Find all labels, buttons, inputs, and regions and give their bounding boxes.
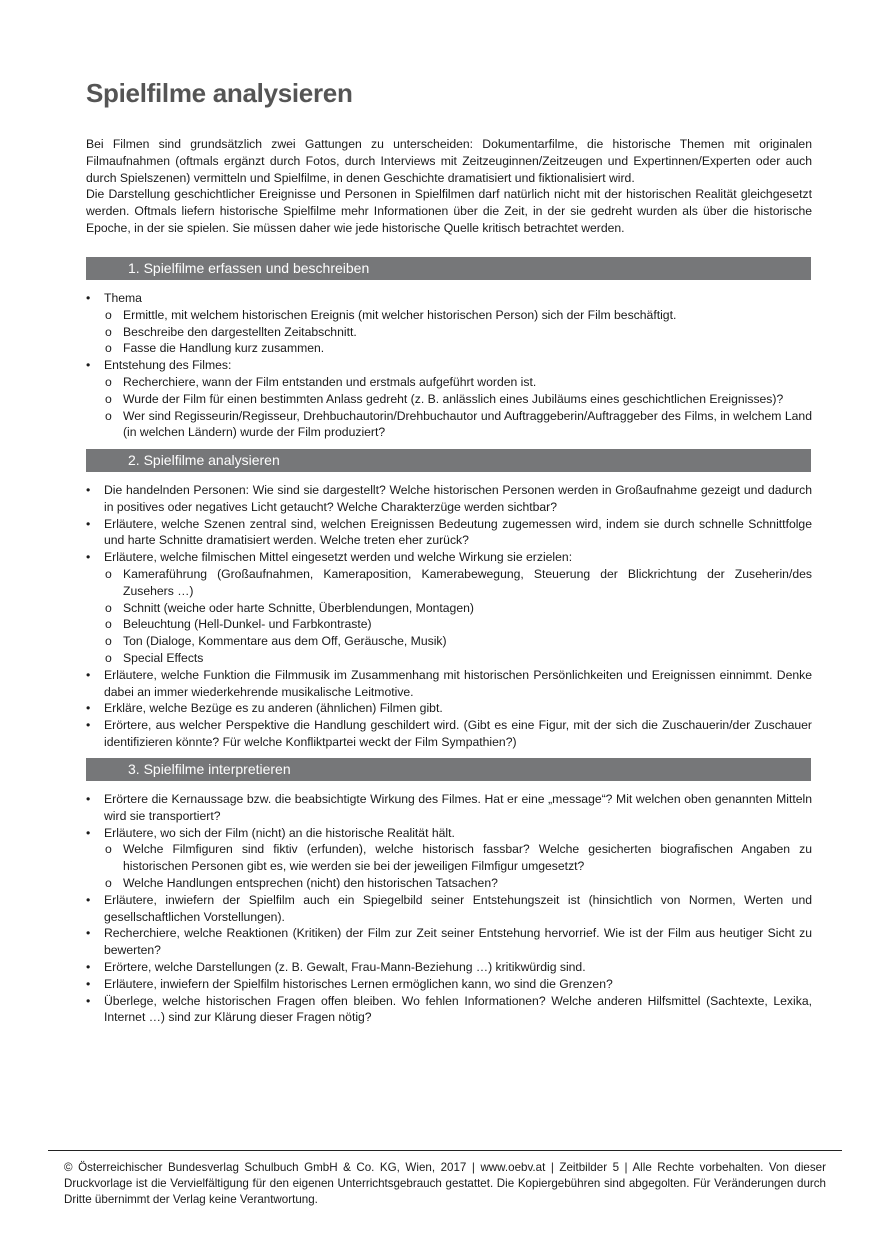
- sub-list-item: [86, 408, 812, 442]
- list-item: [86, 993, 812, 1027]
- section-heading-erfassen: 1. Spielfilme erfassen und beschreiben: [86, 257, 811, 280]
- sub-list-item: [86, 307, 812, 324]
- sub-bullet-marker: o: [105, 634, 112, 649]
- sub-list-item: [86, 391, 812, 408]
- sub-list-item: [86, 324, 812, 341]
- sub-list-item-text: Welche Handlungen entsprechen (nicht) den historischen Tatsachen?: [123, 875, 498, 890]
- sub-bullet-marker: o: [105, 600, 112, 615]
- sub-list-item-text: Wer sind Regisseurin/Regisseur, Drehbuchautorin/Drehbuchautor und Auftraggeberin/Auftraggeber des Films, in welchem Land (in welchen Ländern) wurde der Film produziert?: [123, 408, 812, 440]
- list-item-text: Erläutere, welche Szenen zentral sind, welchen Ereignissen Bedeutung zugemessen wird, indem sie durch schnelle Schnittfolge und harte Schnitte dramatisiert werden. Welche treten eher zurück?: [104, 516, 812, 548]
- sub-bullet-marker: o: [105, 617, 112, 632]
- sub-list-item: [86, 841, 812, 875]
- sub-list-item-text: Beschreibe den dargestellten Zeitabschnitt.: [123, 324, 357, 339]
- footer-divider: [48, 1150, 842, 1151]
- sub-bullet-marker: o: [105, 374, 112, 389]
- list-item-text: Entstehung des Filmes:: [104, 358, 232, 373]
- sub-bullet-marker: o: [105, 408, 112, 423]
- list-item: [86, 717, 812, 751]
- list-item-text: Erläutere, inwiefern der Spielfilm historisches Lernen ermöglichen kann, wo sind die Grenzen?: [104, 976, 613, 991]
- list-item-text: Thema: [104, 291, 142, 305]
- bullet-marker: •: [86, 926, 91, 941]
- list-item-text: Erörtere, welche Darstellungen (z. B. Gewalt, Frau-Mann-Beziehung …) kritikwürdig sind.: [104, 959, 586, 974]
- intro-paragraph: Bei Filmen sind grundsätzlich zwei Gattungen zu unterscheiden: Dokumentarfilme, die historische Themen mit originalen Filmaufnahmen (oftmals ergänzt durch Fotos, durch Interviews mit Zeitzeuginnen/Zeitzeugen und Expertinnen/Experten oder auch durch Spielszenen) vermitteln und Spielfilme, in denen Geschichte dramatisiert und fiktionalisiert wird.: [86, 137, 812, 185]
- list-item-text: Erläutere, inwiefern der Spielfilm auch ein Spiegelbild seiner Entstehungszeit ist (hinsichtlich von Normen, Werten und gesellschaftlichen Vorstellungen).: [104, 892, 812, 924]
- section-list-erfassen: [86, 290, 812, 441]
- sub-list-item-text: Wurde der Film für einen bestimmten Anlass gedreht (z. B. anlässlich eines Jubiläums eines geschichtlichen Ereignisses)?: [123, 391, 784, 406]
- bullet-marker: •: [86, 291, 91, 305]
- bullet-marker: •: [86, 718, 91, 733]
- section-list-analysieren: [86, 482, 812, 751]
- list-item: [86, 925, 812, 959]
- sub-list-item-text: Fasse die Handlung kurz zusammen.: [123, 341, 325, 356]
- bullet-marker: •: [86, 959, 91, 974]
- intro-text: [86, 136, 812, 237]
- sub-bullet-marker: o: [105, 341, 112, 356]
- bullet-marker: •: [86, 792, 91, 806]
- sub-list-item: [86, 875, 812, 892]
- bullet-marker: •: [86, 892, 91, 907]
- list-item-text: Erkläre, welche Bezüge es zu anderen (ähnlichen) Filmen gibt.: [104, 701, 443, 716]
- list-item: [86, 976, 812, 993]
- sub-list-item: [86, 566, 812, 600]
- list-item: [86, 825, 812, 842]
- bullet-marker: •: [86, 483, 91, 497]
- sub-list-item: [86, 340, 812, 357]
- sub-list-item-text: Recherchiere, wann der Film entstanden und erstmals aufgeführt worden ist.: [123, 374, 537, 389]
- page-title: Spielfilme analysieren: [86, 78, 353, 108]
- sub-list-item-text: Schnitt (weiche oder harte Schnitte, Überblendungen, Montagen): [123, 600, 474, 615]
- sub-bullet-marker: o: [105, 875, 112, 890]
- bullet-marker: •: [86, 701, 91, 716]
- list-item-text: Die handelnden Personen: Wie sind sie dargestellt? Welche historischen Personen werden in Großaufnahme gezeigt und dadurch in positives oder negatives Licht getaucht? Welche Charakterzüge werden sichtbar?: [104, 483, 812, 514]
- list-item: [86, 549, 812, 566]
- list-item-text: Recherchiere, welche Reaktionen (Kritiken) der Film zur Zeit seiner Entstehung hervorrief. Wie ist der Film aus heutiger Sicht zu bewerten?: [104, 926, 812, 958]
- list-item-text: Erläutere, wo sich der Film (nicht) an die historische Realität hält.: [104, 825, 455, 840]
- intro-paragraph: Die Darstellung geschichtlicher Ereignisse und Personen in Spielfilmen darf natürlich nicht mit der historischen Realität gleichgesetzt werden. Oftmals liefern historische Spielfilme mehr Informationen über die Zeit, in der sie gedreht wurden als über die historische Epoche, in der sie spielen. Sie müssen daher wie jede historische Quelle kritisch betrachtet werden.: [86, 187, 812, 235]
- list-item: [86, 482, 812, 516]
- list-item: [86, 357, 812, 374]
- section-list-interpretieren: [86, 791, 812, 1026]
- bullet-marker: •: [86, 667, 91, 682]
- bullet-marker: •: [86, 516, 91, 531]
- list-item: [86, 516, 812, 550]
- sub-bullet-marker: o: [105, 650, 112, 665]
- copyright-footer: © Österreichischer Bundesverlag Schulbuch GmbH & Co. KG, Wien, 2017 | www.oebv.at | Zeitbilder 5 | Alle Rechte vorbehalten. Von dieser Druckvorlage ist die Vervielfältigung für den eigenen Unterrichtsgebrauch gestattet. Die Kopiergebühren sind abgegolten. Für Veränderungen durch Dritte übernimmt der Verlag keine Verantwortung.: [64, 1161, 826, 1206]
- list-item: [86, 700, 812, 717]
- sub-list-item: [86, 374, 812, 391]
- list-item: [86, 667, 812, 701]
- bullet-marker: •: [86, 358, 91, 373]
- sub-bullet-marker: o: [105, 324, 112, 339]
- bullet-marker: •: [86, 825, 91, 840]
- sub-list-item-text: Ermittle, mit welchem historischen Ereignis (mit welcher historischen Person) sich der Film beschäftigt.: [123, 307, 677, 322]
- bullet-marker: •: [86, 976, 91, 991]
- list-item-text: Erörtere, aus welcher Perspektive die Handlung geschildert wird. (Gibt es eine Figur, mit der sich die Zuschauerin/der Zuschauer identifizieren könnte? Für welche Konfliktpartei weckt der Film Sympathien?): [104, 718, 812, 749]
- sub-list-item-text: Special Effects: [123, 650, 204, 665]
- bullet-marker: •: [86, 993, 91, 1008]
- sub-list-item-text: Ton (Dialoge, Kommentare aus dem Off, Geräusche, Musik): [123, 634, 447, 649]
- list-item: [86, 791, 812, 825]
- sub-bullet-marker: o: [105, 842, 112, 857]
- list-item: [86, 892, 812, 926]
- sub-list-item-text: Beleuchtung (Hell-Dunkel- und Farbkontraste): [123, 617, 372, 632]
- sub-list-item-text: Kameraführung (Großaufnahmen, Kameraposition, Kamerabewegung, Steuerung der Blickrichtung der Zuseherin/des Zusehers …): [123, 566, 812, 598]
- sub-bullet-marker: o: [105, 391, 112, 406]
- section-heading-analysieren: 2. Spielfilme analysieren: [86, 449, 811, 472]
- list-item: [86, 959, 812, 976]
- list-item-text: Erläutere, welche Funktion die Filmmusik im Zusammenhang mit historischen Persönlichkeiten und Ereignissen einnimmt. Denke dabei an immer wiederkehrende musikalische Leitmotive.: [104, 667, 812, 699]
- list-item-text: Erläutere, welche filmischen Mittel eingesetzt werden und welche Wirkung sie erzielen:: [104, 550, 573, 565]
- section-heading-interpretieren: 3. Spielfilme interpretieren: [86, 758, 811, 781]
- list-item: [86, 290, 812, 307]
- sub-list-item: [86, 600, 812, 617]
- sub-list-item-text: Welche Filmfiguren sind fiktiv (erfunden), welche historisch fassbar? Welche gesicherten biografischen Angaben zu historischen Personen gibt es, wie werden sie bei der jeweiligen Filmfigur umgesetzt?: [123, 842, 812, 874]
- sub-list-item: [86, 616, 812, 633]
- sub-list-item: [86, 633, 812, 650]
- sub-bullet-marker: o: [105, 566, 112, 581]
- bullet-marker: •: [86, 550, 91, 565]
- list-item-text: Überlege, welche historischen Fragen offen bleiben. Wo fehlen Informationen? Welche anderen Hilfsmittel (Sachtexte, Lexika, Internet …) sind zur Klärung dieser Fragen nötig?: [104, 993, 812, 1025]
- sub-bullet-marker: o: [105, 307, 112, 322]
- list-item-text: Erörtere die Kernaussage bzw. die beabsichtigte Wirkung des Filmes. Hat er eine „message“? Mit welchen oben genannten Mitteln wird sie transportiert?: [104, 792, 812, 823]
- sub-list-item: [86, 650, 812, 667]
